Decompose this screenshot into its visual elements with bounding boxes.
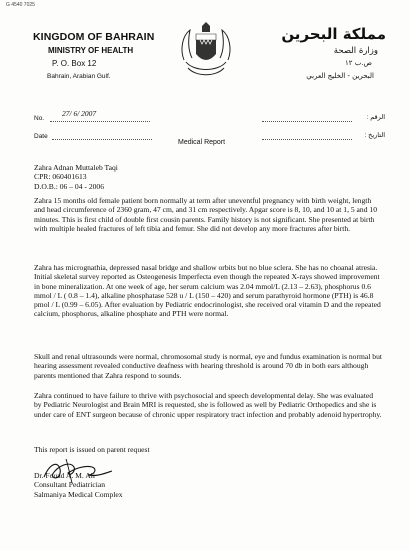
paragraph-findings: Zahra has micrognathia, depressed nasal bridge and shallow orbits but no blue sclera. She has no choanal atresia. Initial skeletal survey reported as Osteogenesis Imperfecta even though the repeated X-rays showed improvement in bone mineralization. At one week of age, her serum calcium was 2.04 mmol/L (2.13 – 2.63), phosphorus 0.6 mmol / L ( 0.8 – 1.4), alkaline phosphatase 528 u / L (150 – 420) and serum parathyroid hormone (PTH) is 46.8 pmol / L (0.99 – 6.05). After evaluation by Pediatric endocrinologist, she received oral vitamin D and the repeated calcium, phosphorus, alkaline phosphate and PTH were normal.	[34, 263, 381, 319]
paragraph-investigations: Skull and renal ultrasounds were normal, chromosomal study is normal, eye and fundus examination is normal but hearing assessment revealed conductive deafness with hearing threshold is around 70 db in both ears although parents mentioned that Zahra respond to sounds.	[34, 352, 382, 380]
date-line	[52, 139, 152, 140]
date-line-ar	[262, 139, 352, 140]
letterhead-city-en: Bahrain, Arabian Gulf.	[47, 73, 111, 80]
no-line-ar	[262, 121, 352, 122]
no-label: No.	[34, 115, 45, 122]
patient-details	[34, 163, 118, 191]
letterhead-kingdom-en: KINGDOM OF BAHRAIN	[33, 31, 155, 43]
date-label: Date	[34, 133, 48, 140]
letterhead-kingdom-ar: مملكة البحرين	[281, 25, 386, 43]
no-label-ar: الرقم :	[366, 114, 385, 121]
letterhead-city-ar: البحرين - الخليج العربي	[306, 72, 374, 80]
signatory-hospital: Salmaniya Medical Complex	[34, 489, 123, 499]
patient-name: Zahra Adnan Muttaleb Taqi	[34, 163, 118, 172]
paragraph-history: Zahra 15 months old female patient born normally at term after uneventful pregnancy with birth weight, length and head circumference of 2360 gram, 47 cm, and 31 cm respectively. Apgar score is 8, 10, and 10 at 1, 5 and 10 minutes. This is first child of double first cousin parents. Family history is not significant. She presented at birth with multiple healed fractures of left tibia and femur. She did not develop any more fractures after birth.	[34, 196, 378, 233]
signatory-block	[34, 471, 123, 499]
letterhead-pobox-en: P. O. Box 12	[52, 59, 97, 68]
date-label-ar: التاريخ :	[364, 132, 385, 139]
no-line	[50, 121, 150, 122]
signatory-name: Dr. Fouad A. M. Ali	[34, 471, 95, 480]
reference-code: G 4540 7025	[6, 2, 35, 8]
paragraph-request-note: This report is issued on parent request	[34, 445, 150, 454]
patient-cpr: CPR: 060401613	[34, 172, 87, 182]
letterhead-ministry-ar: وزارة الصحة	[333, 46, 378, 56]
letterhead-ministry-en: MINISTRY OF HEALTH	[48, 46, 134, 55]
report-title: Medical Report	[178, 139, 226, 146]
patient-dob: D.O.B.: 06 – 04 - 2006	[34, 181, 105, 191]
letterhead-pobox-ar: ص.ب ١٢	[344, 59, 372, 67]
signatory-title: Consultant Pediatrician	[34, 480, 106, 490]
bahrain-emblem-icon	[174, 22, 238, 82]
reference-number-value: 27/ 6/ 2007	[62, 109, 97, 118]
paragraph-followup: Zahra continued to have failure to thrive with psychosocial and speech developmental delay. She was evaluated by Pediatric Neurologist and Brain MRI is requested, she is followed as well by Pediatric Orthopedics and she is under care of ENT surgeon because of chronic upper respiratory tract infection and probably adenoid hypertrophy.	[34, 391, 382, 419]
